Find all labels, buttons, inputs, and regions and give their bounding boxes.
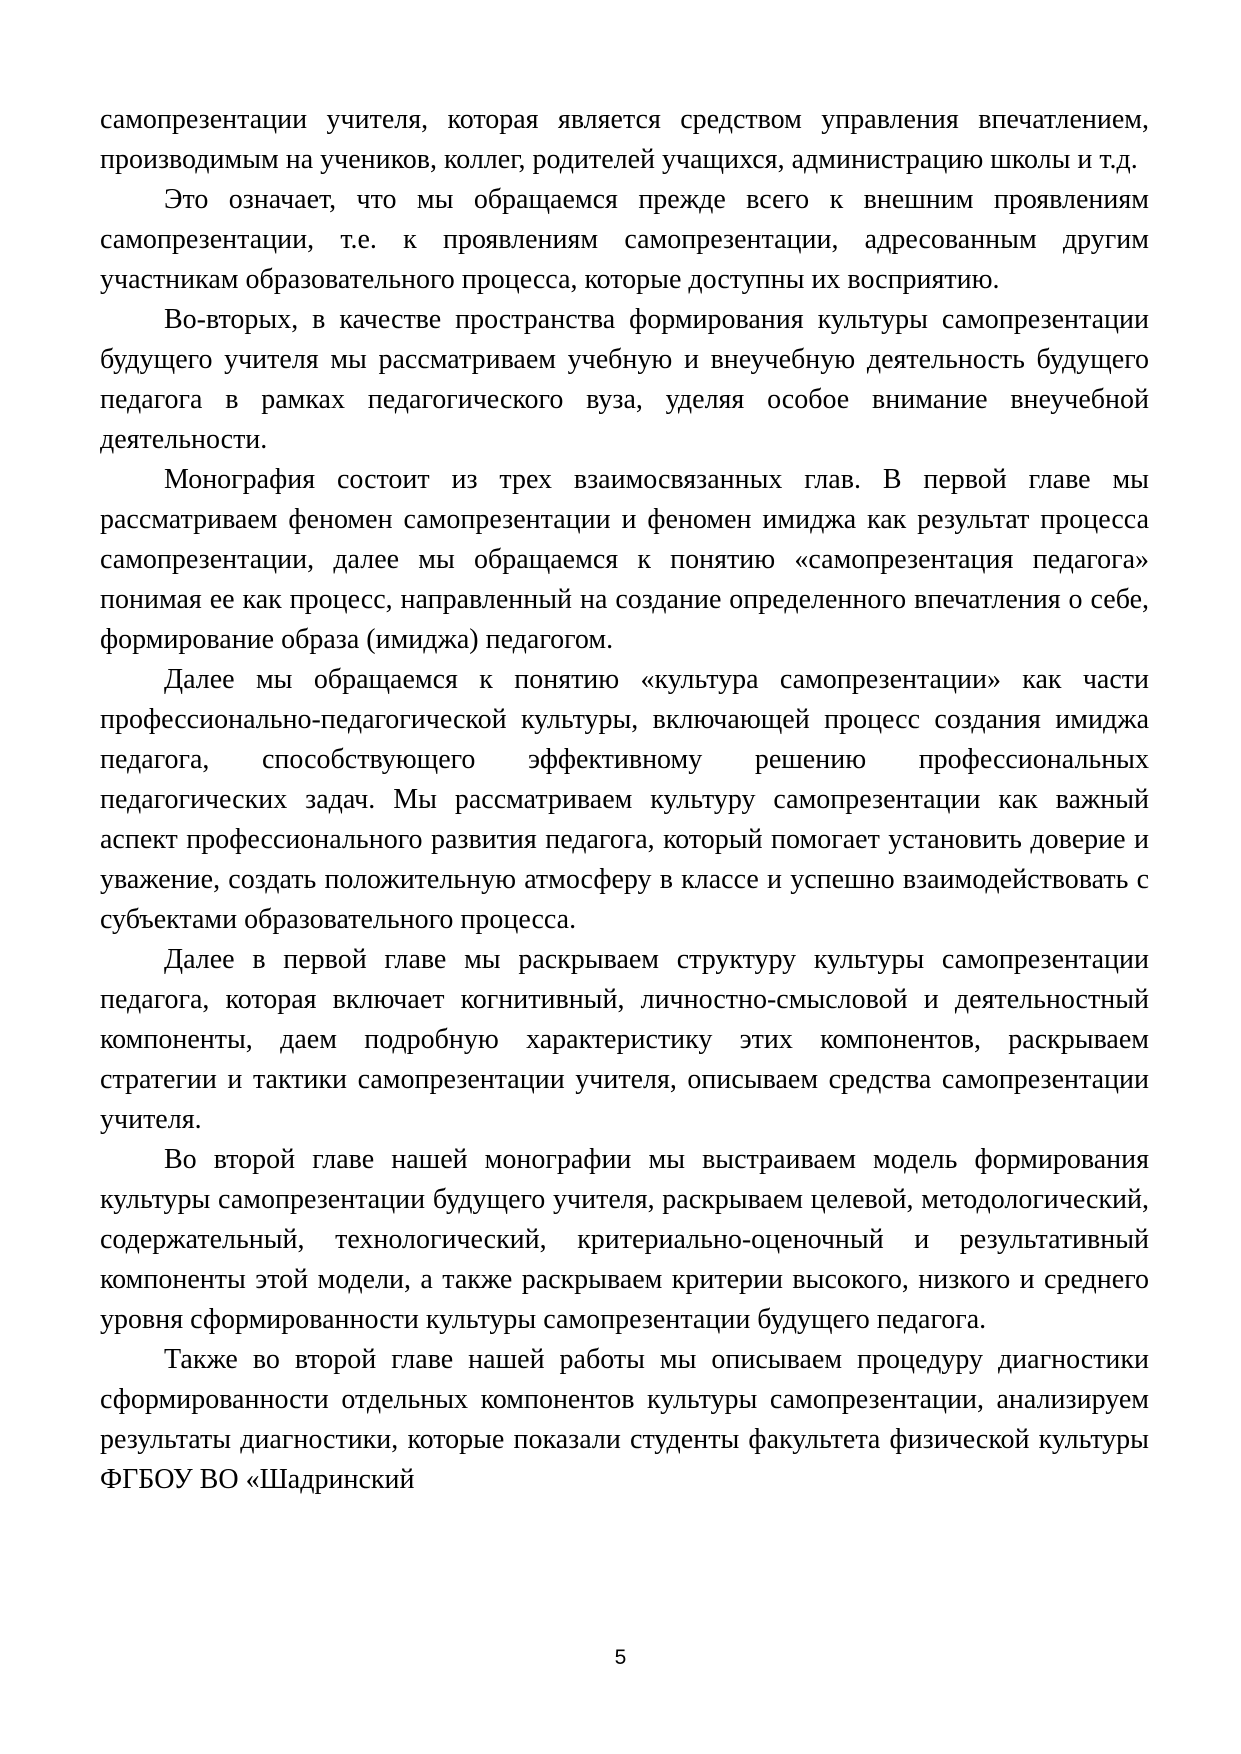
page-number: 5: [614, 1646, 627, 1669]
page-body-text: [100, 100, 1149, 1500]
paragraph: Во второй главе нашей монографии мы выстраиваем модель формирования культуры самопрезентации будущего учителя, раскрываем целевой, методологический, содержательный, технологический, критериально-оценочный и результативный компоненты этой модели, а также раскрываем критерии высокого, низкого и среднего уровня сформированности культуры самопрезентации будущего педагога.: [100, 1144, 1149, 1335]
paragraph: Также во второй главе нашей работы мы описываем процедуру диагностики сформированности отдельных компонентов культуры самопрезентации, анализируем результаты диагностики, которые показали студенты факультета физической культуры ФГБОУ ВО «Шадринский: [100, 1344, 1149, 1495]
paragraph: Во-вторых, в качестве пространства формирования культуры самопрезентации будущего учителя мы рассматриваем учебную и внеучебную деятельность будущего педагога в рамках педагогического вуза, уделяя особое внимание внеучебной деятельности.: [100, 304, 1149, 455]
paragraph: Далее в первой главе мы раскрываем структуру культуры самопрезентации педагога, которая включает когнитивный, личностно-смысловой и деятельностный компоненты, даем подробную характеристику этих компонентов, раскрываем стратегии и тактики самопрезентации учителя, описываем средства самопрезентации учителя.: [100, 944, 1149, 1135]
paragraph: Далее мы обращаемся к понятию «культура самопрезентации» как части профессионально-педагогической культуры, включающей процесс создания имиджа педагога, способствующего эффективному решению профессиональных педагогических задач. Мы рассматриваем культуру самопрезентации как важный аспект профессионального развития педагога, который помогает установить доверие и уважение, создать положительную атмосферу в классе и успешно взаимодействовать с субъектами образовательного процесса.: [100, 664, 1149, 935]
paragraph: самопрезентации учителя, которая является средством управления впечатлением, производимым на учеников, коллег, родителей учащихся, администрацию школы и т.д.: [100, 104, 1149, 175]
paragraph: Это означает, что мы обращаемся прежде всего к внешним проявлениям самопрезентации, т.е. к проявлениям самопрезентации, адресованным другим участникам образовательного процесса, которые доступны их восприятию.: [100, 184, 1149, 295]
paragraph: Монография состоит из трех взаимосвязанных глав. В первой главе мы рассматриваем феномен самопрезентации и феномен имиджа как результат процесса самопрезентации, далее мы обращаемся к понятию «самопрезентация педагога» понимая ее как процесс, направленный на создание определенного впечатления о себе, формирование образа (имиджа) педагогом.: [100, 464, 1149, 655]
